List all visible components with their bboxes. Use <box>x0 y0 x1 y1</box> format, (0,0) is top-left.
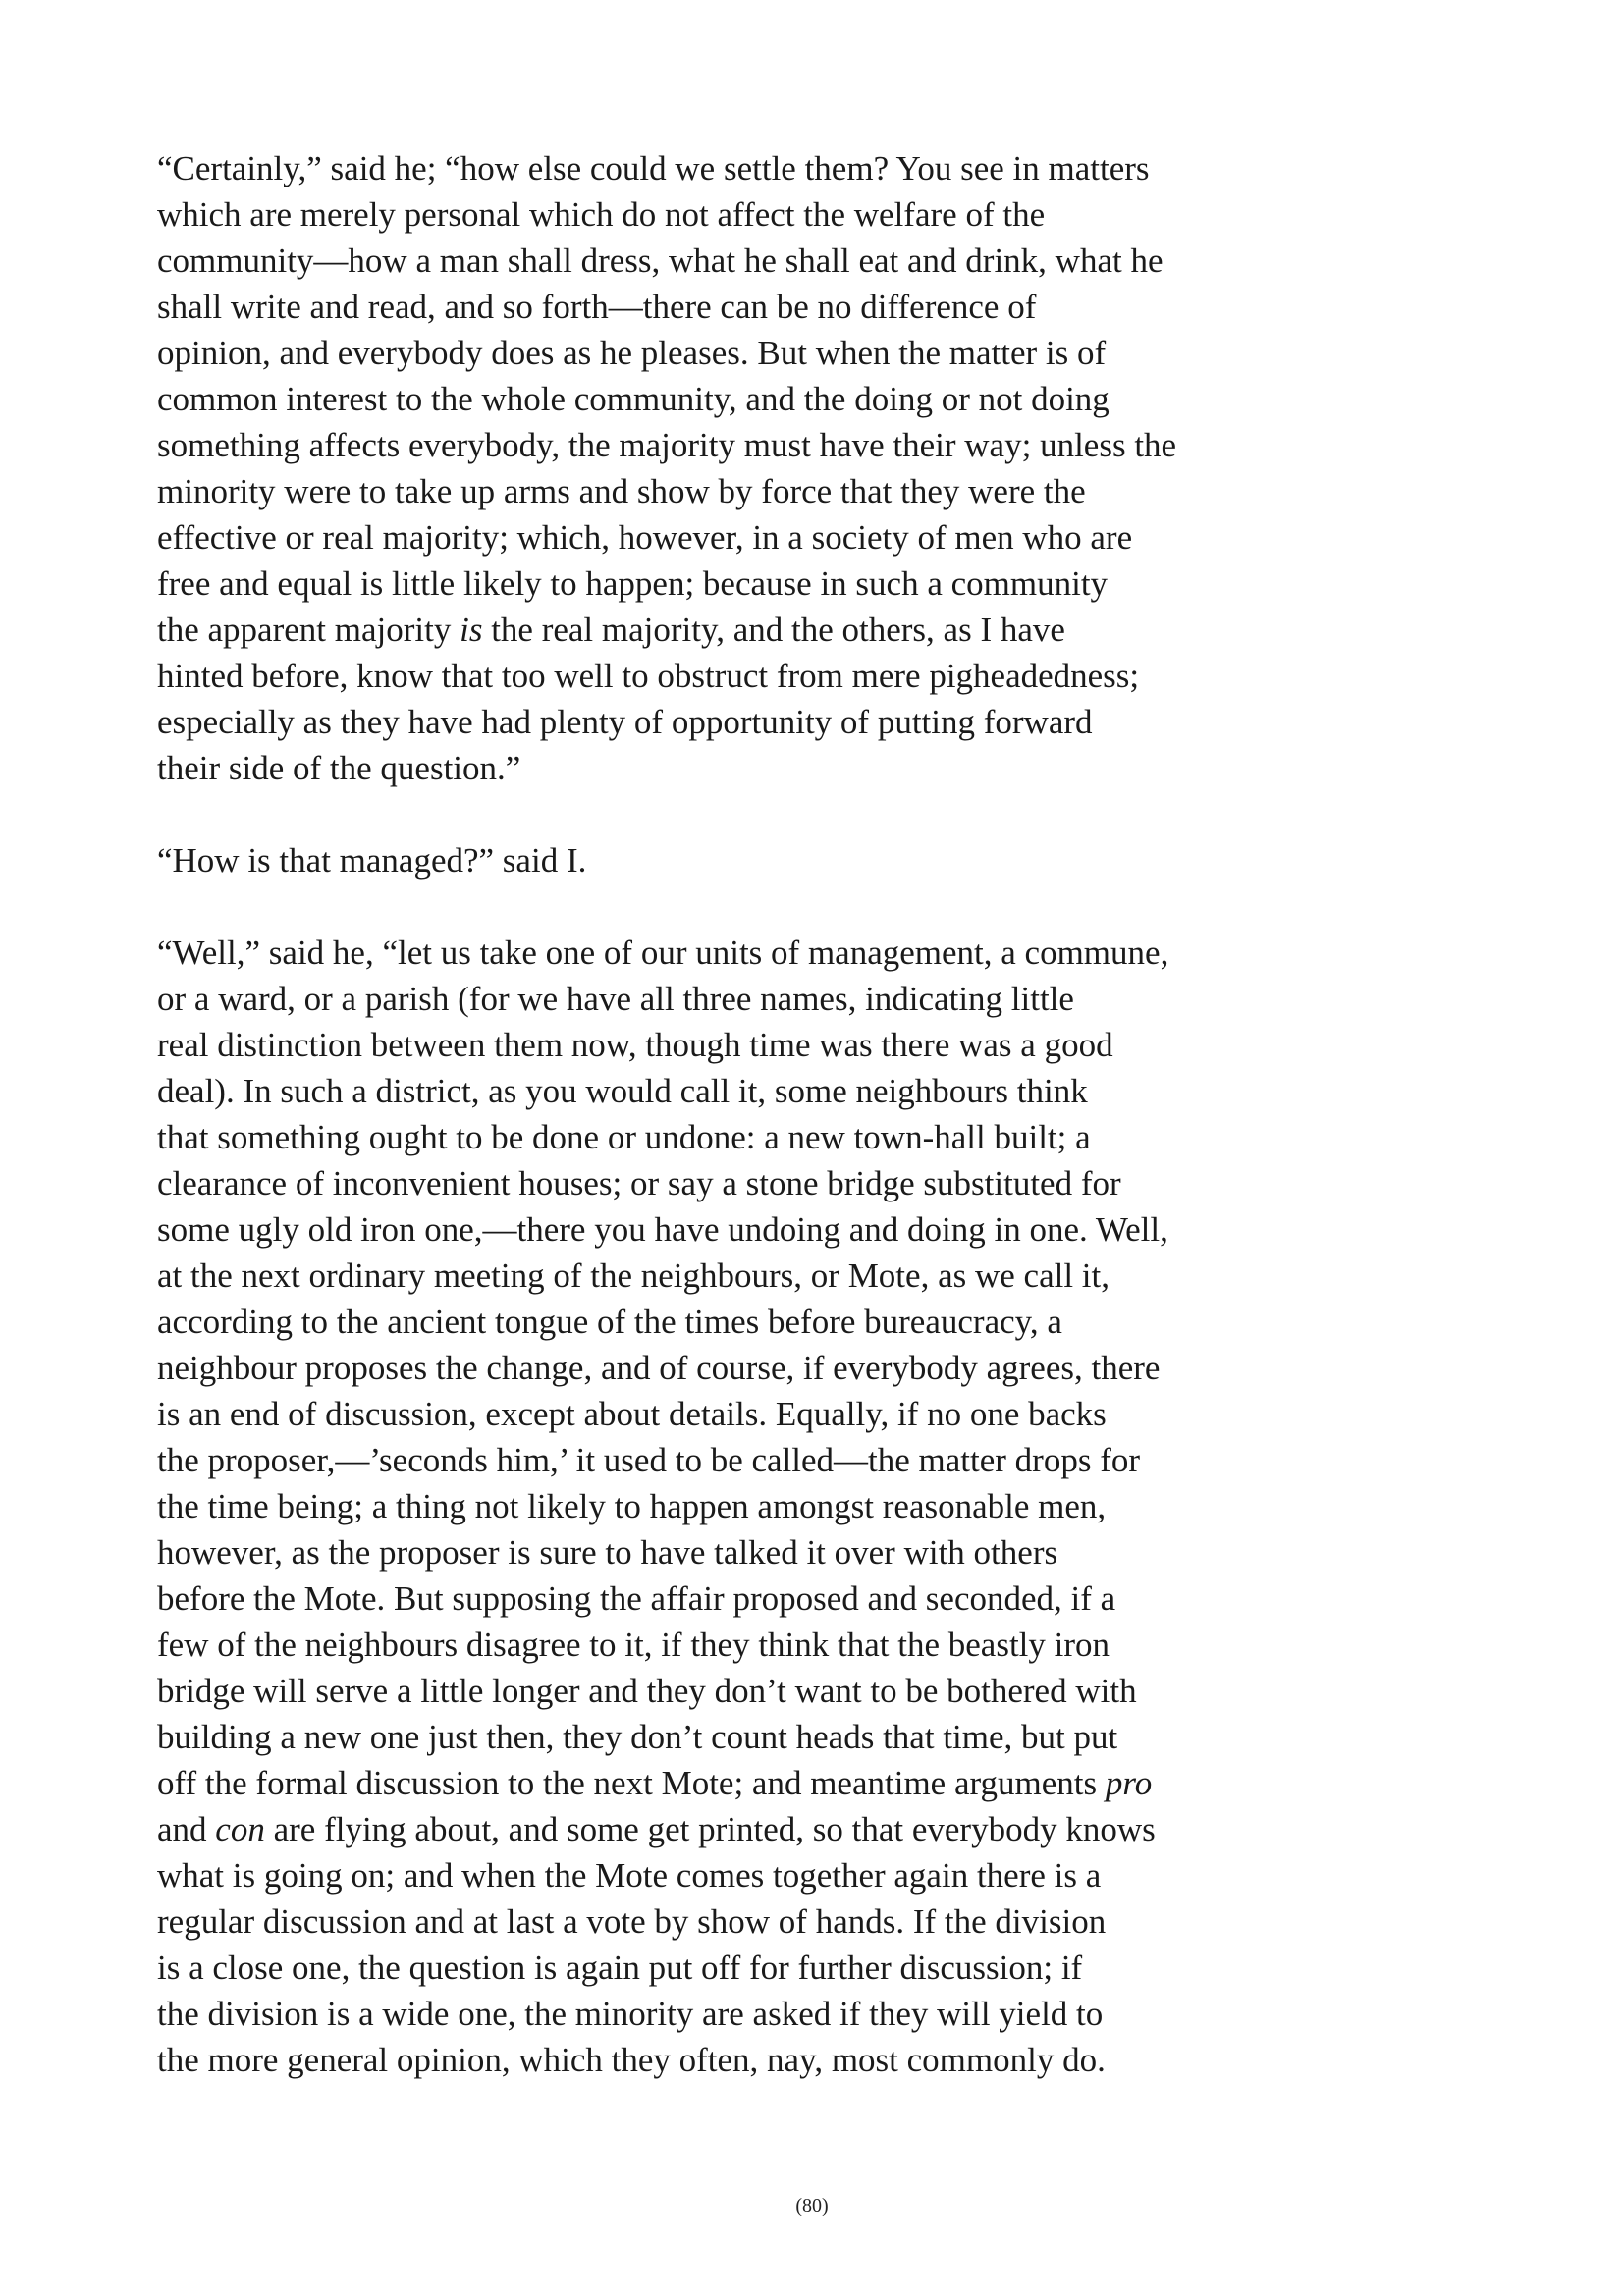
text-line <box>157 1806 1316 1852</box>
text-segment: before the Mote. But supposing the affair proposed and seconded, if a <box>157 1579 1116 1618</box>
italic-text: pro <box>1105 1764 1153 1802</box>
text-segment: some ugly old iron one,—there you have undoing and doing in one. Well, <box>157 1210 1168 1249</box>
text-line <box>157 1022 1316 1068</box>
text-line <box>157 1160 1316 1206</box>
text-segment: the division is a wide one, the minority are asked if they will yield to <box>157 1995 1104 2033</box>
text-line <box>157 1898 1316 1945</box>
italic-text: con <box>215 1810 265 1848</box>
paragraph <box>157 837 1316 883</box>
text-line <box>157 1945 1316 1991</box>
text-line <box>157 1299 1316 1345</box>
text-segment: “Certainly,” said he; “how else could we settle them? You see in matters <box>157 149 1150 187</box>
text-line <box>157 607 1316 653</box>
text-segment: clearance of inconvenient houses; or say a stone bridge substituted for <box>157 1164 1121 1202</box>
text-segment: community—how a man shall dress, what he shall eat and drink, what he <box>157 241 1164 280</box>
text-line <box>157 1345 1316 1391</box>
text-segment: their side of the question.” <box>157 749 521 787</box>
text-segment: the proposer,—’seconds him,’ it used to be called—the matter drops for <box>157 1441 1141 1479</box>
text-line <box>157 284 1316 330</box>
text-segment: the more general opinion, which they often, nay, most commonly do. <box>157 2041 1106 2079</box>
text-segment: off the formal discussion to the next Mote; and meantime arguments <box>157 1764 1106 1802</box>
text-segment: hinted before, know that too well to obstruct from mere pigheadedness; <box>157 657 1140 695</box>
text-segment: deal). In such a district, as you would call it, some neighbours think <box>157 1072 1088 1110</box>
text-line <box>157 514 1316 561</box>
text-segment: or a ward, or a parish (for we have all three names, indicating little <box>157 980 1074 1018</box>
text-segment: free and equal is little likely to happen; because in such a community <box>157 564 1109 603</box>
paragraph <box>157 930 1316 2083</box>
text-segment: “How is that managed?” said I. <box>157 841 587 880</box>
text-line <box>157 930 1316 976</box>
text-segment: “Well,” said he, “let us take one of our units of management, a commune, <box>157 934 1169 972</box>
text-line <box>157 699 1316 745</box>
text-line <box>157 1114 1316 1160</box>
text-line <box>157 422 1316 468</box>
text-segment: the time being; a thing not likely to happen amongst reasonable men, <box>157 1487 1107 1525</box>
text-segment: something affects everybody, the majority must have their way; unless the <box>157 426 1177 464</box>
text-segment: especially as they have had plenty of opportunity of putting forward <box>157 703 1093 741</box>
text-line <box>157 561 1316 607</box>
text-segment: that something ought to be done or undone: a new town-hall built; a <box>157 1118 1091 1156</box>
text-segment: the real majority, and the others, as I have <box>482 611 1065 649</box>
body-text <box>157 145 1316 2129</box>
text-segment: the apparent majority <box>157 611 460 649</box>
text-line <box>157 238 1316 284</box>
text-segment: minority were to take up arms and show by force that they were the <box>157 472 1086 510</box>
text-segment: are flying about, and some get printed, so that everybody knows <box>264 1810 1156 1848</box>
text-segment: however, as the proposer is sure to have talked it over with others <box>157 1533 1058 1572</box>
text-segment: common interest to the whole community, and the doing or not doing <box>157 380 1110 418</box>
text-line <box>157 330 1316 376</box>
text-segment: which are merely personal which do not affect the welfare of the <box>157 195 1046 234</box>
text-segment: what is going on; and when the Mote comes together again there is a <box>157 1856 1102 1895</box>
text-line <box>157 837 1316 883</box>
text-line <box>157 976 1316 1022</box>
text-line <box>157 1622 1316 1668</box>
text-line <box>157 145 1316 191</box>
text-line <box>157 1253 1316 1299</box>
text-line <box>157 1206 1316 1253</box>
text-line <box>157 1668 1316 1714</box>
text-line <box>157 1760 1316 1806</box>
text-line <box>157 1483 1316 1529</box>
text-line <box>157 1852 1316 1898</box>
text-line <box>157 191 1316 238</box>
text-segment: opinion, and everybody does as he pleases. But when the matter is of <box>157 334 1107 372</box>
text-segment: shall write and read, and so forth—there can be no difference of <box>157 288 1037 326</box>
text-line <box>157 1529 1316 1575</box>
text-segment: bridge will serve a little longer and they don’t want to be bothered with <box>157 1672 1137 1710</box>
text-segment: real distinction between them now, though time was there was a good <box>157 1026 1113 1064</box>
text-segment: at the next ordinary meeting of the neighbours, or Mote, as we call it, <box>157 1256 1110 1295</box>
italic-text: is <box>460 611 483 649</box>
page-number: (80) <box>795 2195 829 2216</box>
text-line <box>157 468 1316 514</box>
text-line <box>157 1714 1316 1760</box>
text-line <box>157 653 1316 699</box>
text-segment: few of the neighbours disagree to it, if they think that the beastly iron <box>157 1626 1110 1664</box>
text-line <box>157 745 1316 791</box>
text-segment: building a new one just then, they don’t count heads that time, but put <box>157 1718 1118 1756</box>
text-line <box>157 1437 1316 1483</box>
paragraph <box>157 145 1316 791</box>
text-line <box>157 376 1316 422</box>
text-segment: and <box>157 1810 216 1848</box>
text-segment: neighbour proposes the change, and of course, if everybody agrees, there <box>157 1349 1161 1387</box>
text-line <box>157 1068 1316 1114</box>
text-segment: according to the ancient tongue of the times before bureaucracy, a <box>157 1303 1062 1341</box>
text-line <box>157 2037 1316 2083</box>
text-segment: is an end of discussion, except about details. Equally, if no one backs <box>157 1395 1107 1433</box>
text-line <box>157 1575 1316 1622</box>
text-line <box>157 1391 1316 1437</box>
text-segment: is a close one, the question is again put off for further discussion; if <box>157 1949 1083 1987</box>
text-line <box>157 1991 1316 2037</box>
text-segment: effective or real majority; which, however, in a society of men who are <box>157 518 1133 557</box>
text-segment: regular discussion and at last a vote by show of hands. If the division <box>157 1902 1107 1941</box>
